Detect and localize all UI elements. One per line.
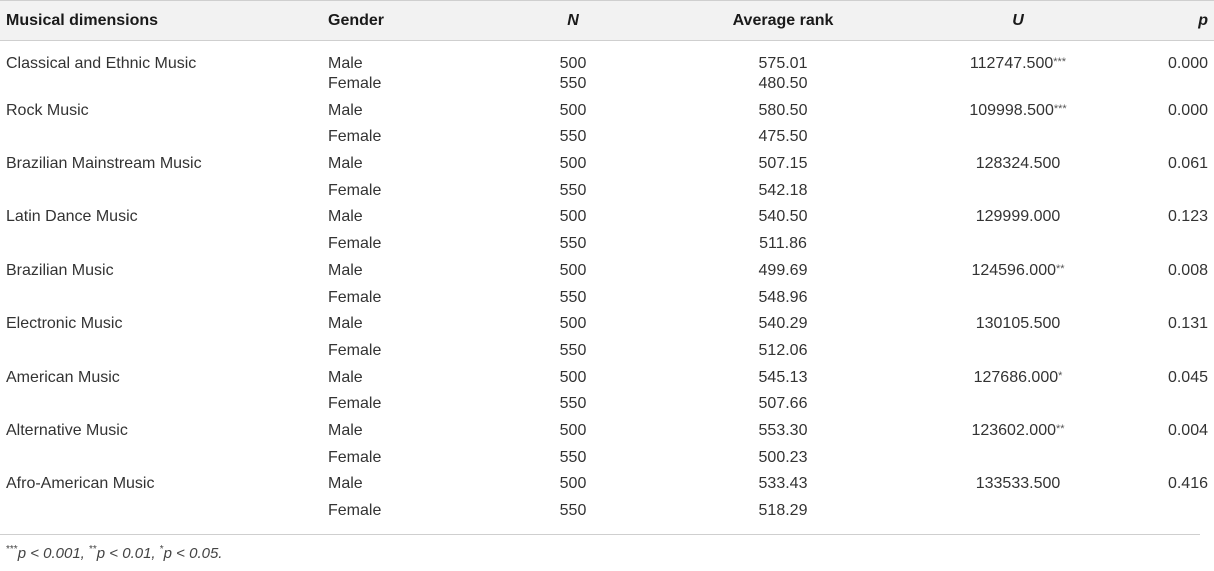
- n-cell: 550: [559, 75, 587, 92]
- gender-cell: Male: [328, 155, 363, 173]
- musical-dimension-cell: Afro-American Music: [6, 475, 155, 493]
- musical-dimension-cell-empty: [0, 448, 326, 475]
- significance-marker: ***: [1053, 56, 1067, 68]
- average-rank-cell: 575.01: [758, 55, 808, 72]
- gender-cell: Male: [328, 315, 363, 333]
- p-value-cell: 0.004: [1167, 421, 1208, 439]
- gender-cell: Male: [328, 368, 363, 386]
- u-cell: [918, 421, 1118, 448]
- musical-dimension-cell: Classical and Ethnic Music: [6, 55, 197, 72]
- table-row: [0, 288, 1214, 315]
- musical-dimension-cell-empty: [0, 394, 326, 421]
- table-row: [0, 474, 1214, 501]
- p-value-cell-empty: [1118, 181, 1214, 208]
- n-cell: 500: [559, 421, 587, 439]
- n-cell: 500: [559, 315, 587, 333]
- u-cell-empty: [918, 234, 1118, 261]
- average-rank-cell: 480.50: [758, 75, 808, 92]
- table-row: [0, 261, 1214, 288]
- n-cell: 500: [559, 101, 587, 119]
- gender-cell: Female: [328, 288, 382, 306]
- header-n: N: [567, 11, 579, 29]
- n-cell: 550: [559, 288, 587, 306]
- gender-cell: Female: [328, 341, 382, 359]
- footnote-text-3: p < 0.05.: [163, 544, 223, 562]
- table-row: [0, 314, 1214, 341]
- gender-cell: Male: [328, 475, 363, 493]
- header-gender: Gender: [328, 11, 385, 29]
- significance-marker: **: [1055, 422, 1065, 435]
- n-cell: 550: [559, 502, 587, 519]
- gender-cell: Female: [328, 448, 382, 466]
- header-average-rank: Average rank: [732, 11, 834, 29]
- footnote-text-1: p < 0.001,: [17, 544, 89, 562]
- gender-cell: Male: [328, 101, 363, 119]
- gender-cell: Male: [328, 55, 363, 72]
- p-value-cell: 0.123: [1167, 208, 1208, 226]
- u-cell: [918, 261, 1118, 288]
- n-cell: 500: [559, 208, 587, 226]
- p-value-cell-empty: [1118, 394, 1214, 421]
- u-cell-empty: [918, 394, 1118, 421]
- n-cell: 550: [559, 235, 587, 253]
- average-rank-cell: 580.50: [758, 101, 808, 119]
- header-p: p: [1198, 11, 1208, 29]
- musical-dimension-cell: Latin Dance Music: [6, 208, 138, 226]
- n-cell: 500: [559, 155, 587, 173]
- n-cell: 500: [559, 261, 587, 279]
- u-cell-empty: [918, 127, 1118, 154]
- musical-dimension-cell-empty: [0, 74, 326, 101]
- u-cell-empty: [918, 288, 1118, 315]
- p-value-cell-empty: [1118, 234, 1214, 261]
- u-cell: [918, 368, 1118, 395]
- u-cell: [918, 101, 1118, 128]
- n-cell: 500: [559, 55, 587, 72]
- header-musical-dimensions: Musical dimensions: [6, 11, 159, 29]
- u-cell: [918, 154, 1118, 181]
- musical-dimension-cell-empty: [0, 127, 326, 154]
- p-value-cell: 0.000: [1167, 55, 1208, 72]
- u-cell: [918, 207, 1118, 234]
- average-rank-cell: 540.50: [758, 208, 808, 226]
- p-value-cell-empty: [1118, 127, 1214, 154]
- u-value: 127686.000: [973, 368, 1059, 386]
- n-cell: 500: [559, 368, 587, 386]
- u-value: 124596.000: [971, 261, 1056, 279]
- u-value: 109998.500: [969, 101, 1054, 119]
- average-rank-cell: 542.18: [758, 181, 808, 199]
- u-cell: [918, 474, 1118, 501]
- musical-dimension-cell: Brazilian Music: [6, 261, 114, 279]
- n-cell: 550: [559, 128, 587, 146]
- footnote-sig-1: ***: [6, 543, 18, 555]
- p-value-cell: 0.416: [1167, 475, 1208, 493]
- n-cell: 550: [559, 341, 587, 359]
- p-value-cell-empty: [1118, 288, 1214, 315]
- u-value: 129999.000: [975, 208, 1061, 226]
- average-rank-cell: 507.66: [758, 395, 808, 413]
- gender-cell: Male: [328, 421, 363, 439]
- p-value-cell: 0.045: [1167, 368, 1208, 386]
- average-rank-cell: 553.30: [758, 421, 808, 439]
- gender-cell: Female: [328, 502, 382, 519]
- musical-dimension-cell: Alternative Music: [6, 421, 128, 439]
- table-row: [0, 394, 1214, 421]
- significance-marker: *: [1058, 369, 1063, 382]
- average-rank-cell: 475.50: [758, 128, 808, 146]
- u-value: 128324.500: [975, 155, 1061, 173]
- table-row: [0, 101, 1214, 128]
- gender-cell: Male: [328, 261, 363, 279]
- u-cell: [918, 314, 1118, 341]
- musical-dimension-cell-empty: [0, 341, 326, 368]
- average-rank-cell: 545.13: [758, 368, 808, 386]
- musical-dimension-cell-empty: [0, 181, 326, 208]
- footnote-sig-3: *: [159, 543, 164, 555]
- gender-cell: Female: [328, 128, 382, 146]
- n-cell: 550: [559, 395, 587, 413]
- table-header: [0, 1, 1214, 41]
- p-value-cell: 0.000: [1167, 101, 1208, 119]
- n-cell: 550: [559, 181, 587, 199]
- u-value: 130105.500: [975, 315, 1061, 333]
- p-value-cell: 0.061: [1167, 155, 1208, 173]
- table-row: [0, 41, 1214, 75]
- average-rank-cell: 511.86: [759, 235, 807, 253]
- n-cell: 500: [559, 475, 587, 493]
- significance-marker: ***: [1053, 102, 1067, 115]
- table-body: [0, 41, 1214, 528]
- table-row: [0, 448, 1214, 475]
- table-row: [0, 207, 1214, 234]
- gender-cell: Female: [328, 75, 382, 92]
- average-rank-cell: 518.29: [758, 502, 808, 519]
- table-row: [0, 74, 1214, 101]
- p-value-cell: 0.131: [1167, 315, 1208, 333]
- p-value-cell-empty: [1118, 341, 1214, 368]
- n-cell: 550: [559, 448, 587, 466]
- u-cell-empty: [918, 448, 1118, 475]
- musical-dimension-cell: American Music: [6, 368, 120, 386]
- p-value-cell-empty: [1118, 501, 1214, 528]
- musical-dimension-cell: Electronic Music: [6, 315, 123, 333]
- u-value: 123602.000: [971, 421, 1056, 439]
- u-cell-empty: [918, 74, 1118, 101]
- u-cell-empty: [918, 181, 1118, 208]
- u-value: 112747.500: [969, 55, 1054, 72]
- gender-cell: Male: [328, 208, 363, 226]
- significance-marker: **: [1055, 262, 1065, 275]
- header-row: [0, 1, 1214, 41]
- table-row: [0, 421, 1214, 448]
- table-row: [0, 501, 1214, 528]
- u-value: 133533.500: [975, 475, 1061, 493]
- p-value-cell-empty: [1118, 448, 1214, 475]
- musical-dimension-cell-empty: [0, 234, 326, 261]
- gender-cell: Female: [328, 395, 382, 413]
- u-cell-empty: [918, 341, 1118, 368]
- u-cell: [918, 41, 1118, 75]
- table-row: [0, 341, 1214, 368]
- table-row: [0, 181, 1214, 208]
- header-u: U: [1012, 11, 1024, 29]
- table-row: [0, 127, 1214, 154]
- average-rank-cell: 548.96: [758, 288, 808, 306]
- average-rank-cell: 533.43: [758, 475, 808, 493]
- u-cell-empty: [918, 501, 1118, 528]
- table-row: [0, 368, 1214, 395]
- average-rank-cell: 512.06: [758, 341, 808, 359]
- musical-dimension-cell-empty: [0, 501, 326, 528]
- average-rank-cell: 507.15: [758, 155, 808, 173]
- p-value-cell-empty: [1118, 74, 1214, 101]
- musical-dimension-cell: Rock Music: [6, 101, 89, 119]
- musical-dimension-cell-empty: [0, 288, 326, 315]
- gender-cell: Female: [328, 181, 382, 199]
- significance-footnote: [0, 535, 1200, 562]
- footnote-sig-2: **: [89, 543, 97, 555]
- average-rank-cell: 540.29: [758, 315, 808, 333]
- footnote-text-2: p < 0.01,: [96, 544, 160, 562]
- p-value-cell: 0.008: [1167, 261, 1208, 279]
- average-rank-cell: 499.69: [758, 261, 808, 279]
- average-rank-cell: 500.23: [758, 448, 808, 466]
- table-row: [0, 234, 1214, 261]
- musical-dimension-cell: Brazilian Mainstream Music: [6, 155, 202, 173]
- gender-cell: Female: [328, 235, 382, 253]
- table-row: [0, 154, 1214, 181]
